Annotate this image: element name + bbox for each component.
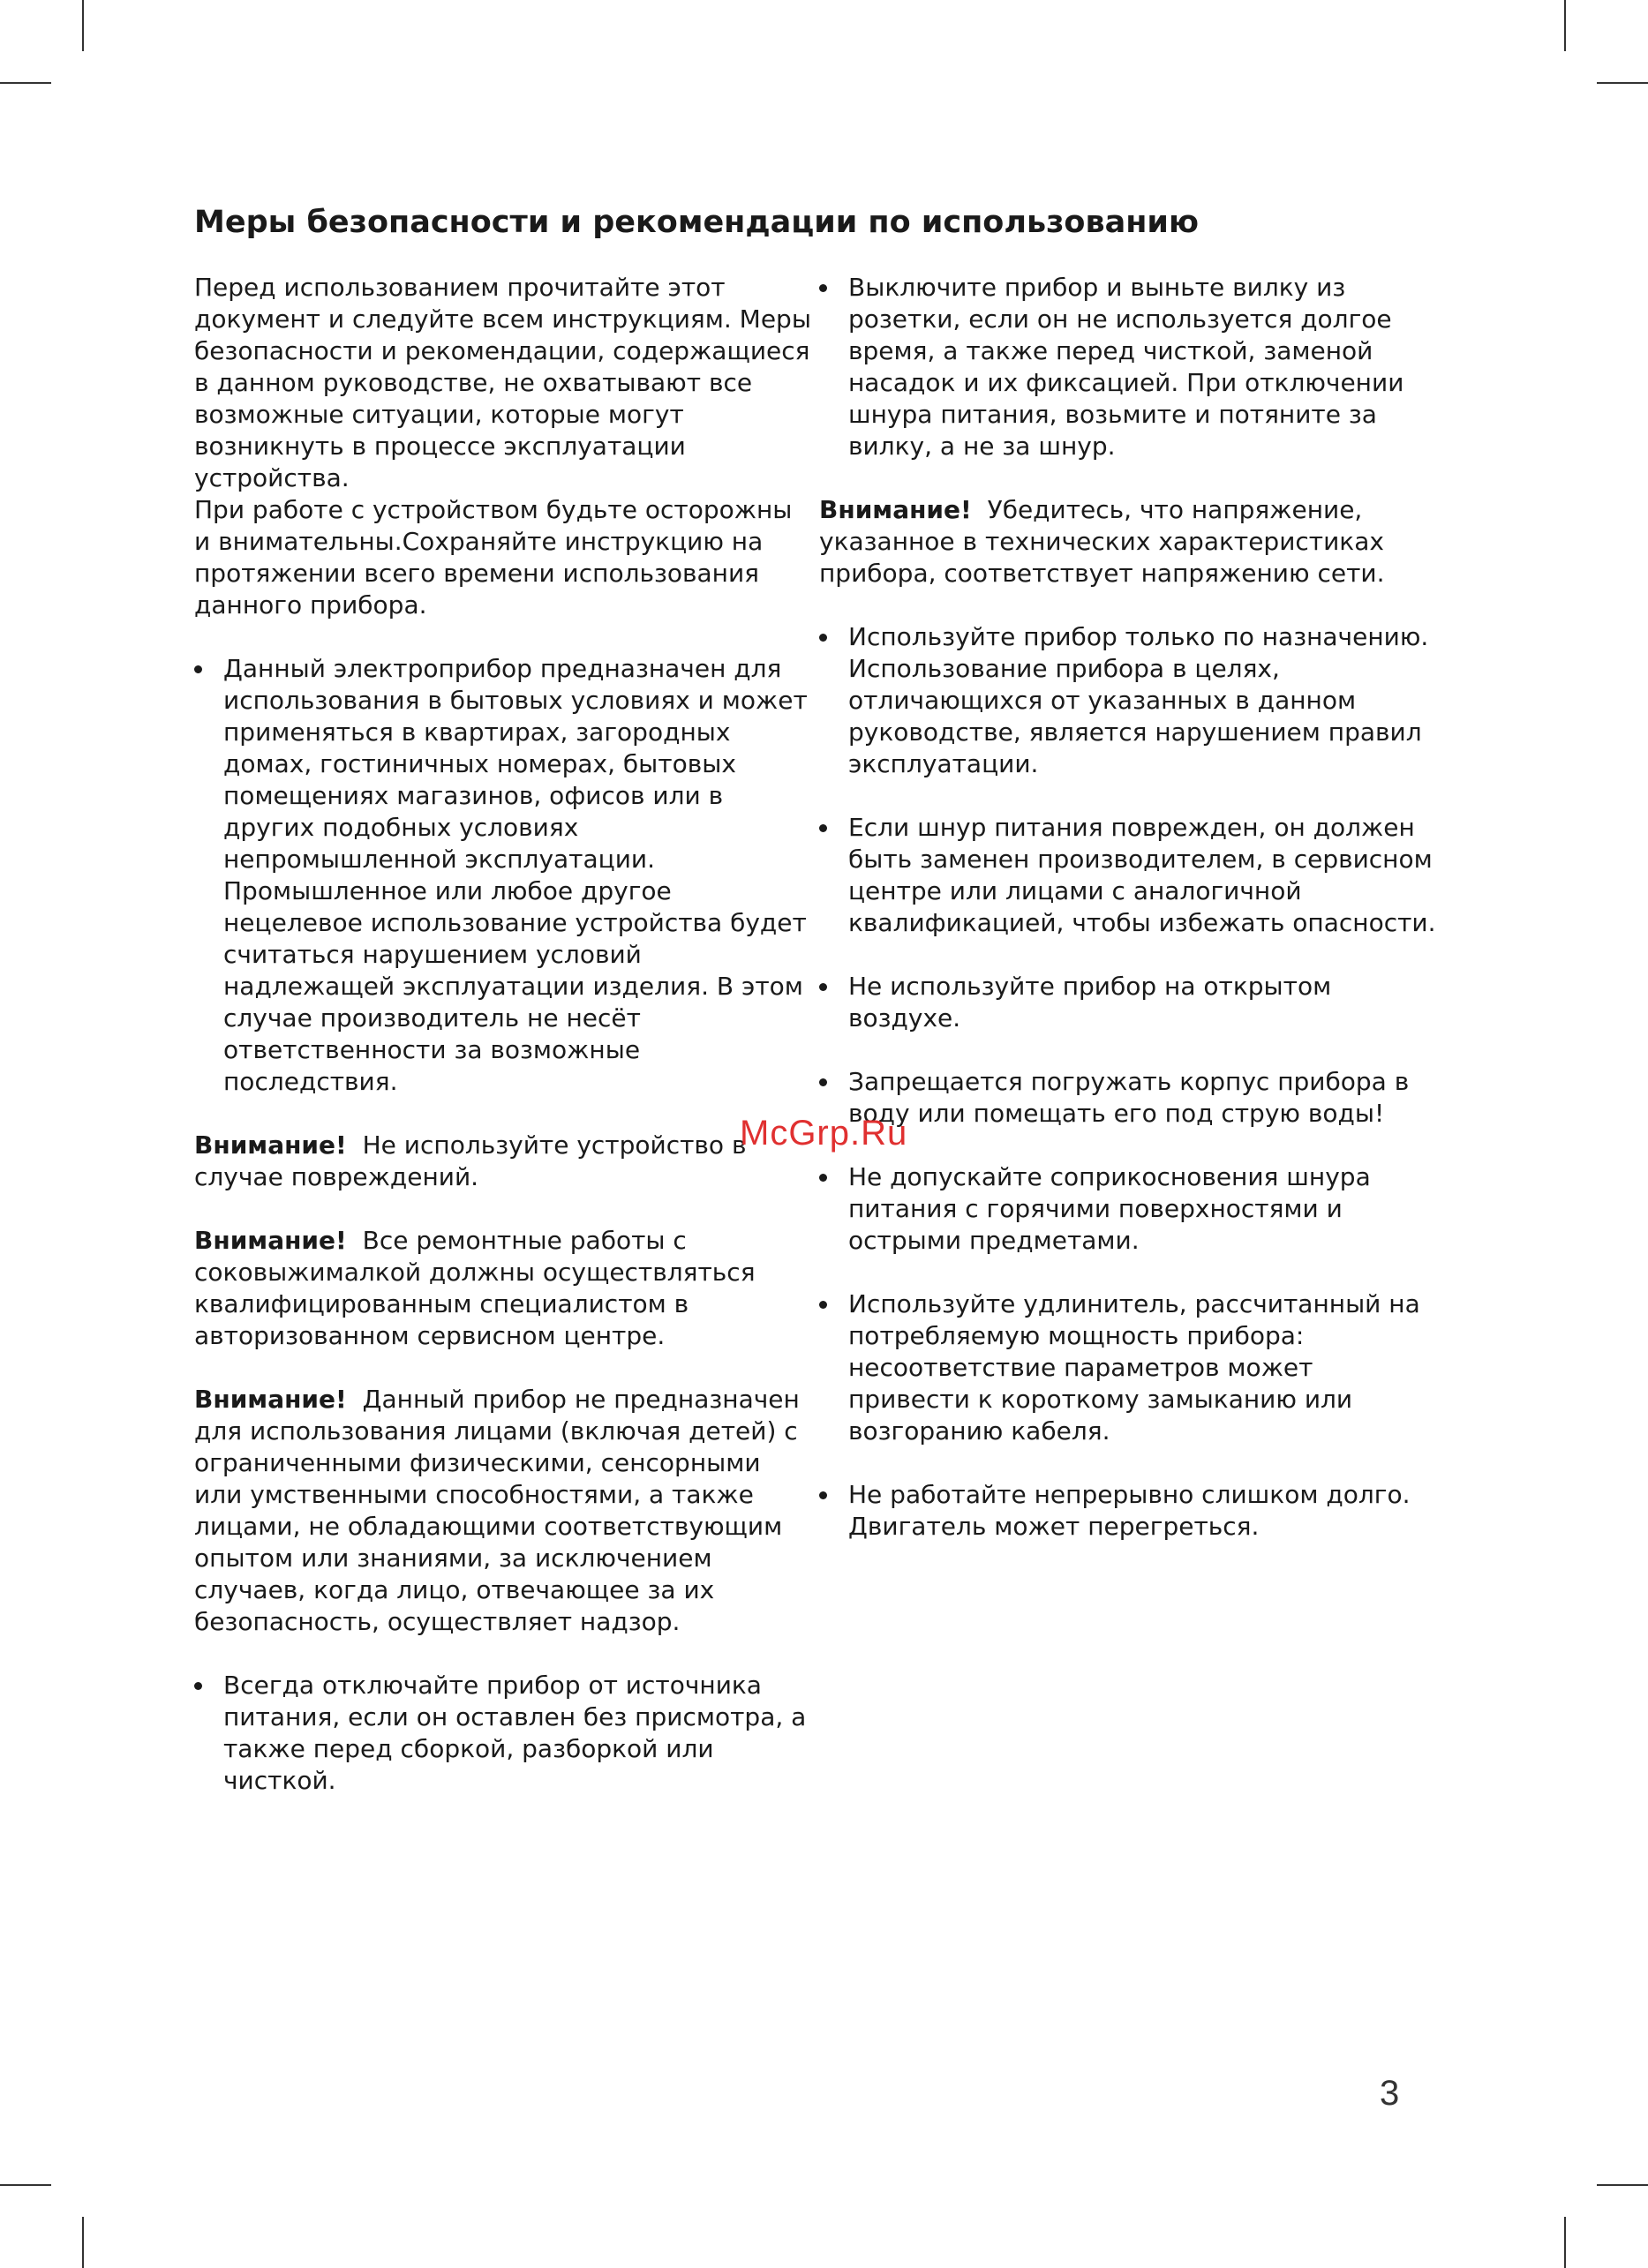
warning-text: Все ремонтные работы с соковыжималкой должны осуществляться квалифицированным специалистом в авторизованном сервисном центре. (194, 1226, 756, 1350)
list-item-text: Не работайте непрерывно слишком долго. Двигатель может перегреться. (848, 1480, 1411, 1541)
list-item (819, 1066, 1437, 1130)
list-item (194, 1670, 812, 1797)
bullet-icon (194, 665, 202, 673)
warning-text: Данный прибор не предназначен для использования лицами (включая детей) с ограниченными физическими, сенсорными или умственными способностями, а также лицами, не обладающими соответствующим опытом или знаниями, за исключением случаев, когда лицо, отвечающее за их безопасность, осуществляет надзор. (194, 1385, 800, 1636)
list-item-text: Используйте удлинитель, рассчитанный на потребляемую мощность прибора: несоответствие параметров может привести к короткому замыканию или возгоранию кабеля. (848, 1289, 1420, 1446)
intro-paragraph: Перед использованием прочитайте этот документ и следуйте всем инструкциям. Меры безопасности и рекомендации, содержащиеся в данном руководстве, не охватывают все возможные ситуации, которые могут возникнуть в процессе эксплуатации устройства. (194, 273, 811, 492)
warning-paragraph (194, 1130, 812, 1193)
list-item-text: Выключите прибор и выньте вилку из розетки, если он не используется долгое время, а также перед чисткой, заменой насадок и их фиксацией. При отключении шнура питания, возьмите и потяните за вилку, а не за шнур. (848, 273, 1404, 461)
list-item (194, 653, 812, 1098)
crop-mark (1597, 2184, 1648, 2186)
crop-mark (0, 82, 51, 84)
bullet-icon (819, 983, 827, 991)
crop-mark (1597, 82, 1648, 84)
bullet-icon (819, 1301, 827, 1309)
crop-mark (1564, 0, 1566, 51)
list-item-text: Используйте прибор только по назначению. Использование прибора в целях, отличающихся от указанных в данном руководстве, является нарушением правил эксплуатации. (848, 622, 1429, 778)
warning-label: Внимание! (194, 1226, 347, 1255)
warning-text: Не используйте устройство в случае повреждений. (194, 1130, 747, 1191)
list-item-text: Если шнур питания поврежден, он должен быть заменен производителем, в сервисном центре или лицами с аналогичной квалификацией, чтобы избежать опасности. (848, 813, 1436, 937)
warning-paragraph (194, 1384, 812, 1638)
bullet-icon (819, 1078, 827, 1086)
warning-text: Убедитесь, что напряжение, указанное в технических характеристиках прибора, соответствует напряжению сети. (819, 495, 1385, 588)
warning-paragraph (194, 1225, 812, 1352)
list-item (819, 621, 1437, 780)
list-item-text: Не используйте прибор на открытом воздухе. (848, 972, 1332, 1033)
right-column (819, 272, 1437, 1574)
bullet-icon (819, 824, 827, 832)
page-number: 3 (1380, 2074, 1400, 2113)
bullet-icon (819, 284, 827, 292)
list-item-text: Данный электроприбор предназначен для использования в бытовых условиях и может применяться в квартирах, загородных домах, гостиничных номерах, бытовых помещениях магазинов, офисов или в других подобных условиях непромышленной эксплуатации. Промышленное или любое другое нецелевое использование устройства будет считаться нарушением условий надлежащей эксплуатации изделия. В этом случае производитель не несёт ответственности за возможные последствия. (223, 654, 808, 1096)
page-title: Меры безопасности и рекомендации по использованию (194, 205, 1199, 240)
bullet-icon (819, 634, 827, 642)
bullet-icon (819, 1491, 827, 1499)
watermark: McGrp.Ru (740, 1114, 908, 1153)
warning-label: Внимание! (194, 1385, 347, 1414)
warning-paragraph (819, 494, 1437, 590)
list-item (819, 1479, 1437, 1543)
crop-mark (82, 0, 84, 51)
crop-mark (0, 2184, 51, 2186)
bullet-icon (194, 1682, 202, 1690)
crop-mark (1564, 2217, 1566, 2268)
list-item-text: Не допускайте соприкосновения шнура питания с горячими поверхностями и острыми предметами. (848, 1162, 1371, 1255)
warning-label: Внимание! (819, 495, 972, 524)
warning-label: Внимание! (194, 1130, 347, 1160)
intro-paragraph: При работе с устройством будьте осторожны и внимательны.Сохраняйте инструкцию на протяжении всего времени использования данного прибора. (194, 495, 793, 620)
list-item (819, 812, 1437, 939)
list-item (819, 1288, 1437, 1447)
list-item-text: Запрещается погружать корпус прибора в воду или помещать его под струю воды! (848, 1067, 1410, 1128)
list-item-text: Всегда отключайте прибор от источника питания, если он оставлен без присмотра, а также перед сборкой, разборкой или чисткой. (223, 1671, 807, 1795)
left-column (194, 272, 812, 1829)
bullet-icon (819, 1174, 827, 1182)
list-item (819, 1161, 1437, 1257)
list-item (819, 272, 1437, 462)
crop-mark (82, 2217, 84, 2268)
list-item (819, 971, 1437, 1034)
